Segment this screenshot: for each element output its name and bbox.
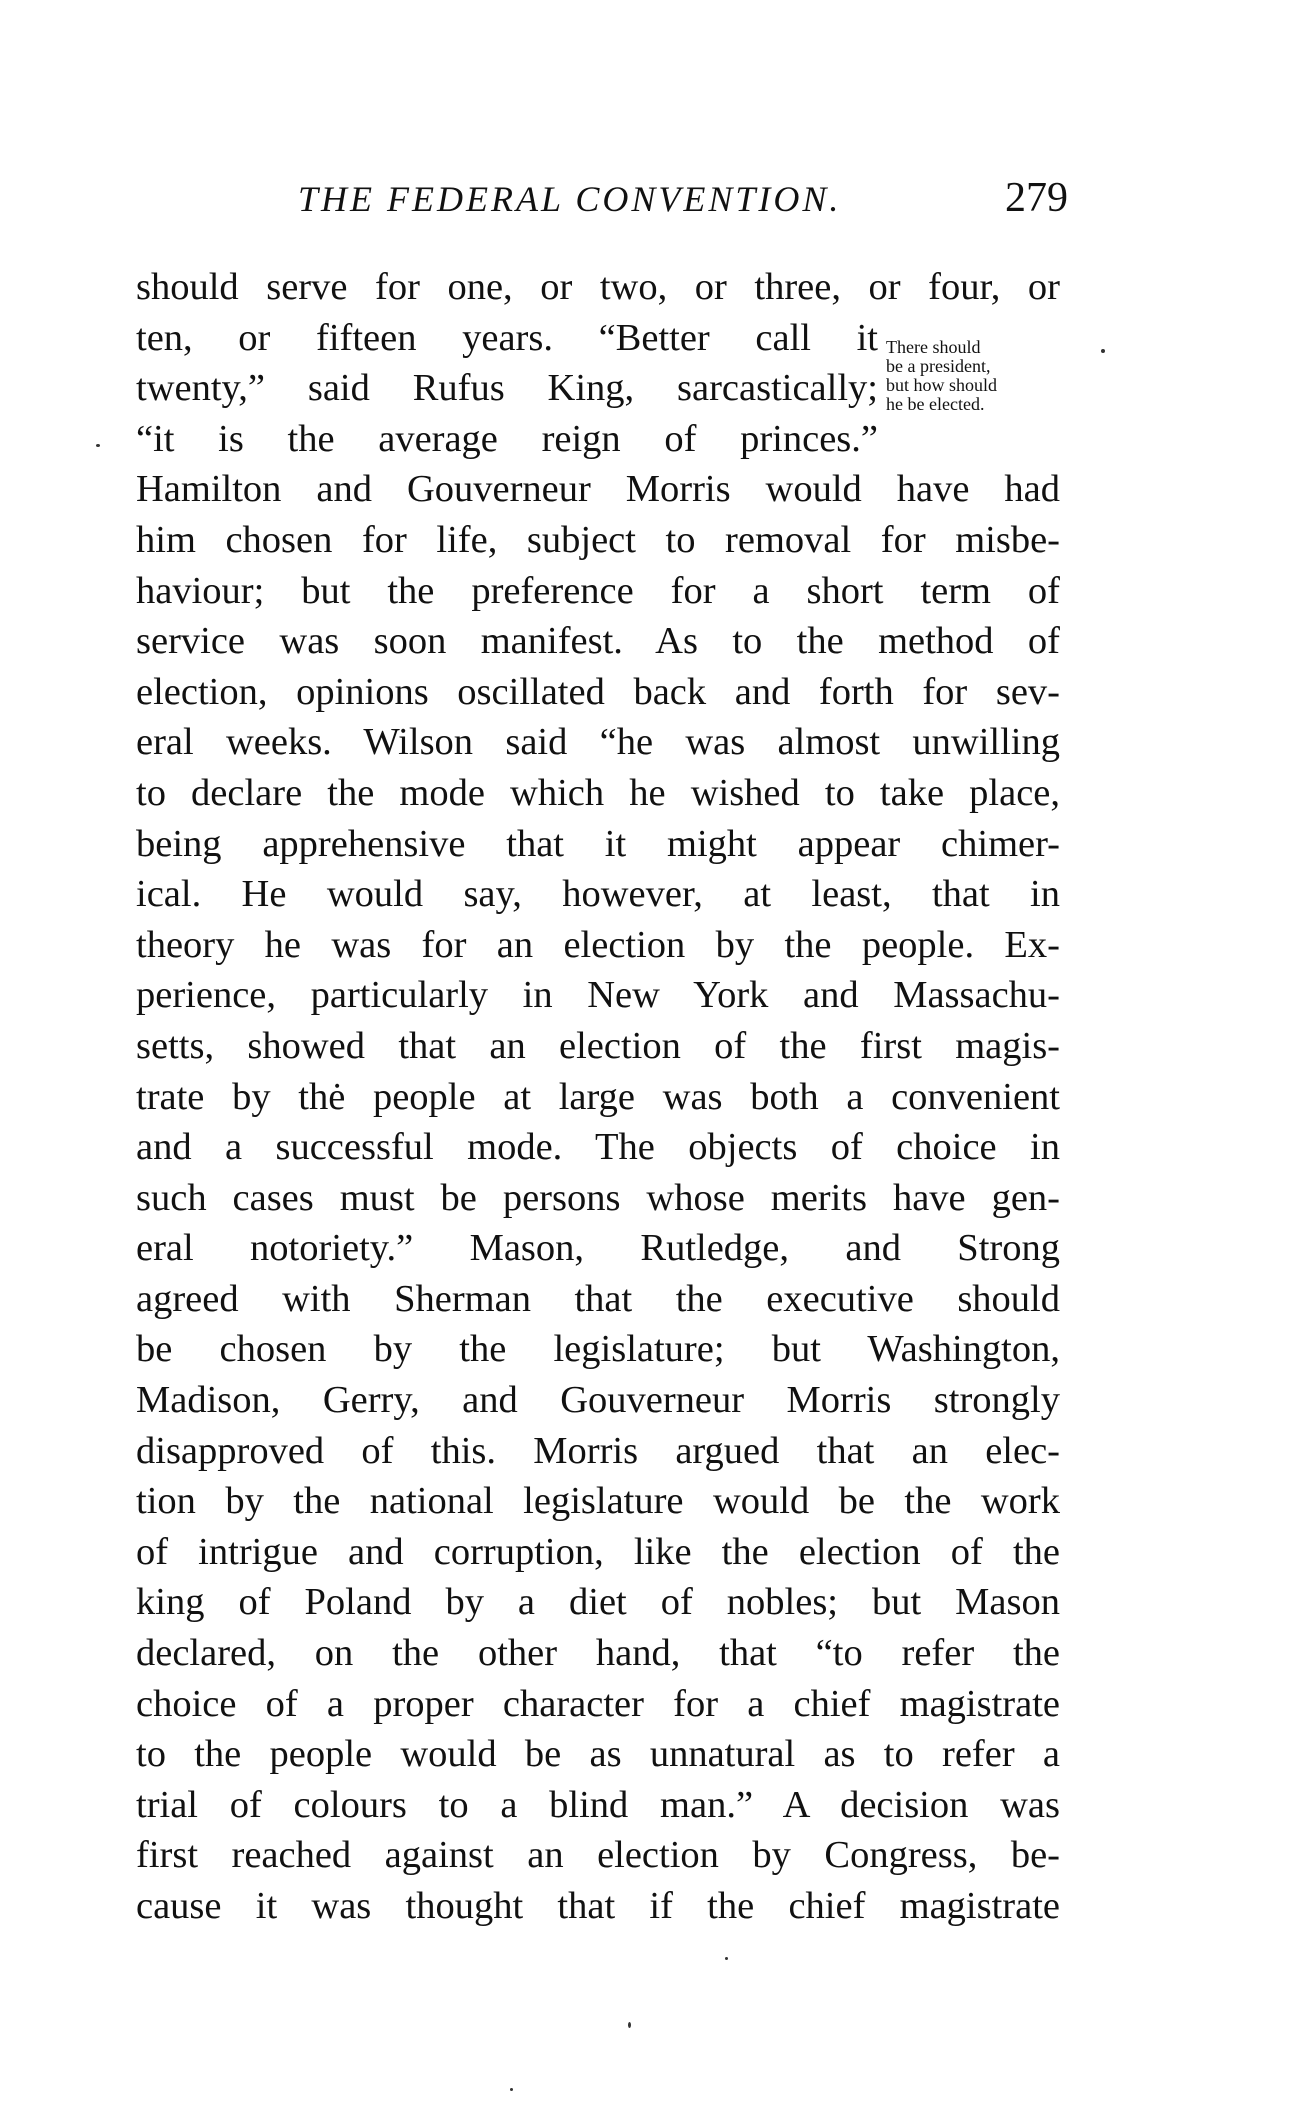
text-line: cause it was thought that if the chief magistrate (136, 1885, 1060, 1927)
text-line: and a successful mode. The objects of choice in (136, 1126, 1060, 1169)
margin-note-line: but how should (886, 375, 998, 395)
text-line: tion by the national legislature would be the work (136, 1480, 1060, 1523)
text-line: agreed with Sherman that the executive should (136, 1277, 1060, 1320)
text-line: should serve for one, or two, or three, or four, or (136, 266, 1060, 308)
text-line: of intrigue and corruption, like the election of the (136, 1530, 1060, 1573)
text-line: to declare the mode which he wished to take place, (136, 771, 1060, 814)
scan-speck (628, 2022, 631, 2028)
text-line: declared, on the other hand, that “to refer the (136, 1632, 1060, 1675)
text-line: him chosen for life, subject to removal for misbe- (136, 518, 1060, 561)
text-line: first reached against an election by Congress, be- (136, 1834, 1060, 1877)
text-line: haviour; but the preference for a short term of (136, 569, 1060, 612)
text-line: choice of a proper character for a chief magistrate (136, 1682, 1060, 1725)
scan-speck (1101, 349, 1105, 353)
scan-speck (510, 2088, 513, 2091)
text-line: “it is the average reign of princes.” (136, 417, 878, 460)
text-line: theory he was for an election by the people. Ex- (136, 923, 1060, 966)
body-text (136, 262, 1060, 1932)
text-line: king of Poland by a diet of nobles; but Mason (136, 1581, 1060, 1624)
text-line: trate by thė people at large was both a convenient (136, 1075, 1060, 1118)
text-line: service was soon manifest. As to the method of (136, 620, 1060, 663)
text-line: setts, showed that an election of the first magis- (136, 1024, 1060, 1067)
text-line: disapproved of this. Morris argued that an elec- (136, 1429, 1060, 1472)
text-line: Hamilton and Gouverneur Morris would have had (136, 468, 1060, 511)
text-line: ten, or fifteen years. “Better call it (136, 316, 878, 359)
text-line: twenty,” said Rufus King, sarcastically; (136, 367, 878, 410)
text-line: such cases must be persons whose merits have gen- (136, 1176, 1060, 1219)
text-line: be chosen by the legislature; but Washington, (136, 1328, 1060, 1371)
text-line: eral weeks. Wilson said “he was almost unwilling (136, 721, 1060, 764)
text-line: Madison, Gerry, and Gouverneur Morris strongly (136, 1379, 1060, 1422)
text-line: trial of colours to a blind man.” A decision was (136, 1783, 1060, 1826)
running-title: THE FEDERAL CONVENTION. (298, 179, 842, 219)
scan-speck (96, 444, 100, 447)
text-line: election, opinions oscillated back and forth for sev- (136, 670, 1060, 713)
page-number: 279 (1005, 175, 1068, 221)
text-line: being apprehensive that it might appear chimer- (136, 822, 1060, 865)
margin-note-line: There should (886, 337, 981, 357)
margin-note-line: be a president, (886, 356, 991, 376)
text-line: ical. He would say, however, at least, that in (136, 873, 1060, 916)
page-header (298, 175, 1068, 228)
scan-speck (725, 1957, 728, 1960)
text-line: to the people would be as unnatural as to refer a (136, 1733, 1060, 1776)
text-line: eral notoriety.” Mason, Rutledge, and Strong (136, 1227, 1060, 1270)
text-line: perience, particularly in New York and Massachu- (136, 974, 1060, 1017)
margin-note-line: he be elected. (886, 394, 985, 414)
